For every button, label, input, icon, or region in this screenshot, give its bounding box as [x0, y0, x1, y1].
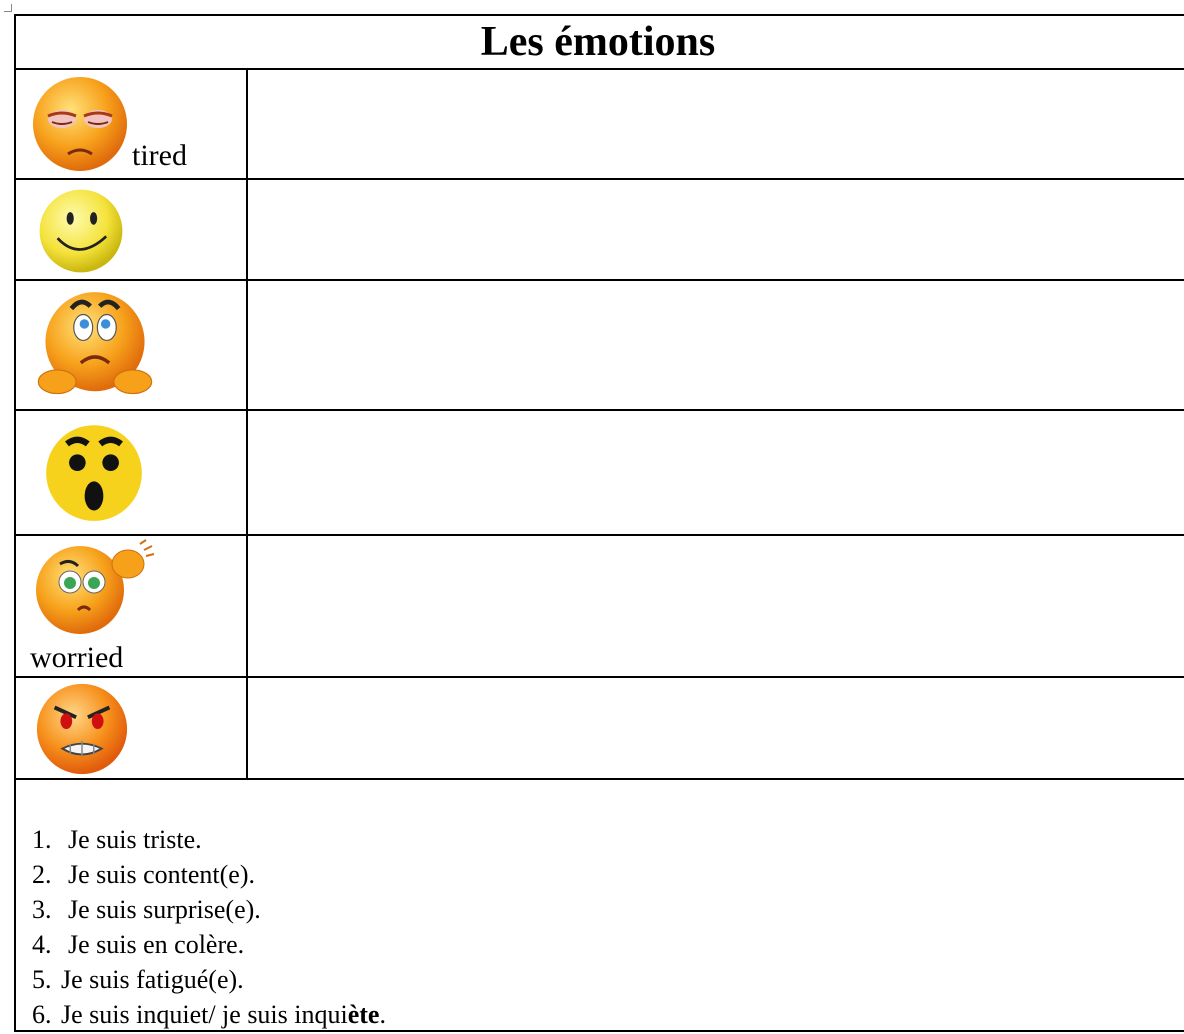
emotion-label: tired — [132, 139, 187, 172]
list-text: Je suis fatigué(e). — [61, 965, 244, 994]
list-text: Je suis surprise(e). — [68, 895, 261, 924]
list-text: Je suis inquiet/ je suis inqui — [61, 1000, 348, 1029]
answer-cell[interactable] — [248, 678, 1184, 778]
list-item — [32, 822, 386, 857]
list-number: 5. — [32, 965, 52, 994]
angry-face-icon — [32, 680, 132, 778]
list-number: 2. — [32, 860, 52, 889]
list-text: Je suis content(e). — [68, 860, 256, 889]
smiling-face-icon — [36, 186, 126, 276]
answer-cell[interactable] — [248, 70, 1184, 178]
table-title-row — [16, 16, 1184, 70]
list-number: 4. — [32, 930, 52, 959]
answer-cell[interactable] — [248, 281, 1184, 409]
list-item — [32, 927, 386, 962]
list-text: Je suis en colère. — [68, 930, 245, 959]
list-number: 6. — [32, 1000, 52, 1029]
corner-crop-mark — [4, 4, 12, 12]
answer-cell[interactable] — [248, 180, 1184, 279]
tired-face-icon — [30, 74, 130, 174]
list-text-end: . — [379, 1000, 386, 1029]
emotion-phrase-list — [32, 822, 386, 1032]
table-row-emoji-cell — [16, 180, 246, 279]
list-text-bold: ète — [347, 1000, 380, 1029]
table-row-emoji-cell — [16, 70, 246, 178]
list-item — [32, 892, 386, 927]
table-row-emoji-cell — [16, 678, 246, 778]
list-number: 3. — [32, 895, 52, 924]
answer-cell[interactable] — [248, 411, 1184, 534]
surprised-face-icon — [42, 419, 146, 523]
confused-face-icon — [30, 538, 156, 638]
row-divider — [16, 778, 1184, 780]
table-row-emoji-cell — [16, 411, 246, 534]
table-row-emoji-cell — [16, 281, 246, 409]
table-title: Les émotions — [480, 19, 716, 65]
list-item — [32, 962, 386, 997]
emotions-table — [14, 14, 1184, 1032]
answer-cell[interactable] — [248, 536, 1184, 676]
list-number: 1. — [32, 825, 52, 854]
emotion-label: worried — [30, 641, 124, 674]
worried-face-icon — [36, 285, 154, 403]
list-item — [32, 997, 386, 1032]
table-row-emoji-cell — [16, 536, 246, 676]
list-item — [32, 857, 386, 892]
list-text: Je suis triste. — [68, 825, 202, 854]
